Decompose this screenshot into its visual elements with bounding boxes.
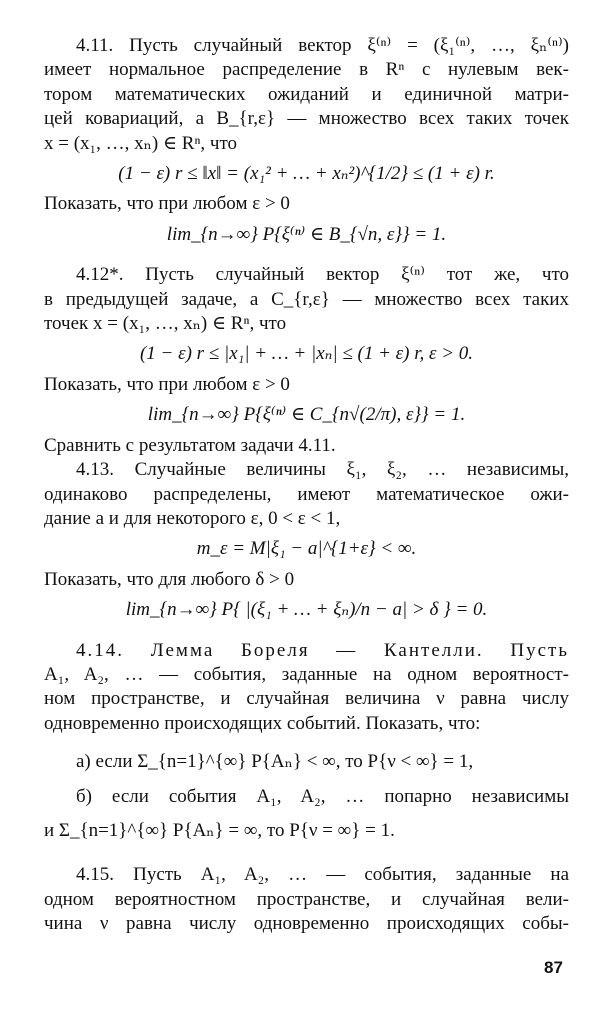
- problem-4-12-text-2: Показать, что при любом ε > 0: [44, 373, 290, 395]
- problem-4-13-formula-2: lim_{n→∞} P{ |(ξ₁ + … + ξₙ)/n − a| > δ } = 0.: [125, 599, 488, 621]
- problem-4-12-formula-1: (1 − ε) r ≤ |x₁| + … + |xₙ| ≤ (1 + ε) r, ε > 0.: [139, 343, 474, 365]
- problem-4-15-line-1: 4.15. Пусть A₁, A₂, … — события, заданные на: [76, 864, 569, 886]
- problem-4-11-line-4: цей ковариаций, а B_{r,ε} — множество всех таких точек: [44, 108, 569, 130]
- problem-4-13-line-1: 4.13. Случайные величины ξ₁, ξ₂, … независимы,: [76, 459, 569, 481]
- problem-4-13-line-2: одинаково распределены, имеют математическое ожи-: [44, 483, 569, 505]
- problem-4-11-line-2: имеет нормальное распределение в Rⁿ с нулевым век-: [44, 59, 569, 81]
- problem-4-13-formula-1: m_ε = M|ξ₁ − a|^{1+ε} < ∞.: [196, 538, 417, 560]
- problem-4-11-text-2: Показать, что при любом ε > 0: [44, 193, 290, 215]
- problem-4-12-formula-2: lim_{n→∞} P{ξ⁽ⁿ⁾ ∈ C_{n√(2/π), ε}} = 1.: [147, 404, 466, 426]
- problem-4-11-formula-1: (1 − ε) r ≤ ‖x‖ = (x₁² + … + xₙ²)^{1/2} ≤ (1 + ε) r.: [118, 163, 495, 185]
- problem-4-15-line-3: чина ν равна числу одновременно происходящих собы-: [44, 913, 569, 935]
- problem-4-13-line-3: дание a и для некоторого ε, 0 < ε < 1,: [44, 507, 341, 529]
- page-number: 87: [544, 958, 563, 977]
- problem-4-14-line-3: одновременно происходящих событий. Показать, что:: [44, 712, 481, 734]
- problem-4-12-text-3: Сравнить с результатом задачи 4.11.: [44, 434, 336, 456]
- problem-4-11-line-5: x = (x₁, …, xₙ) ∈ Rⁿ, что: [44, 132, 238, 154]
- page-body: [44, 34, 569, 937]
- problem-4-13-text-2: Показать, что для любого δ > 0: [44, 568, 295, 590]
- problem-4-12-line-2: в предыдущей задаче, а C_{r,ε} — множество всех таких: [44, 288, 569, 310]
- problem-4-11-line-3: тором математических ожиданий и единичной матри-: [44, 83, 569, 105]
- problem-4-14-heading: 4.14. Лемма Бореля — Кантелли. Пусть: [76, 639, 569, 661]
- problem-4-14-item-b-cont: и Σ_{n=1}^{∞} P{Aₙ} = ∞, то P{ν = ∞} = 1.: [44, 819, 395, 841]
- problem-4-12-line-3: точек x = (x₁, …, xₙ) ∈ Rⁿ, что: [44, 313, 287, 335]
- problem-4-14-item-b: б) если события A₁, A₂, … попарно независимы: [76, 785, 569, 807]
- problem-4-12-line-1: 4.12*. Пусть случайный вектор ξ⁽ⁿ⁾ тот же, что: [76, 264, 569, 286]
- problem-4-11-line-1: 4.11. Пусть случайный вектор ξ⁽ⁿ⁾ = (ξ₁⁽ⁿ⁾, …, ξₙ⁽ⁿ⁾): [76, 35, 569, 56]
- problem-4-14-line-2: ном пространстве, и случайная величина ν равна числу: [44, 688, 569, 710]
- problem-4-14-item-a: а) если Σ_{n=1}^{∞} P{Aₙ} < ∞, то P{ν < ∞} = 1,: [76, 751, 474, 773]
- problem-4-11-formula-2: lim_{n→∞} P{ξ⁽ⁿ⁾ ∈ B_{√n, ε}} = 1.: [166, 223, 447, 245]
- problem-4-14-line-1: A₁, A₂, … — события, заданные на одном вероятност-: [44, 663, 569, 685]
- problem-4-15-line-2: одном вероятностном пространстве, и случайная вели-: [44, 888, 569, 910]
